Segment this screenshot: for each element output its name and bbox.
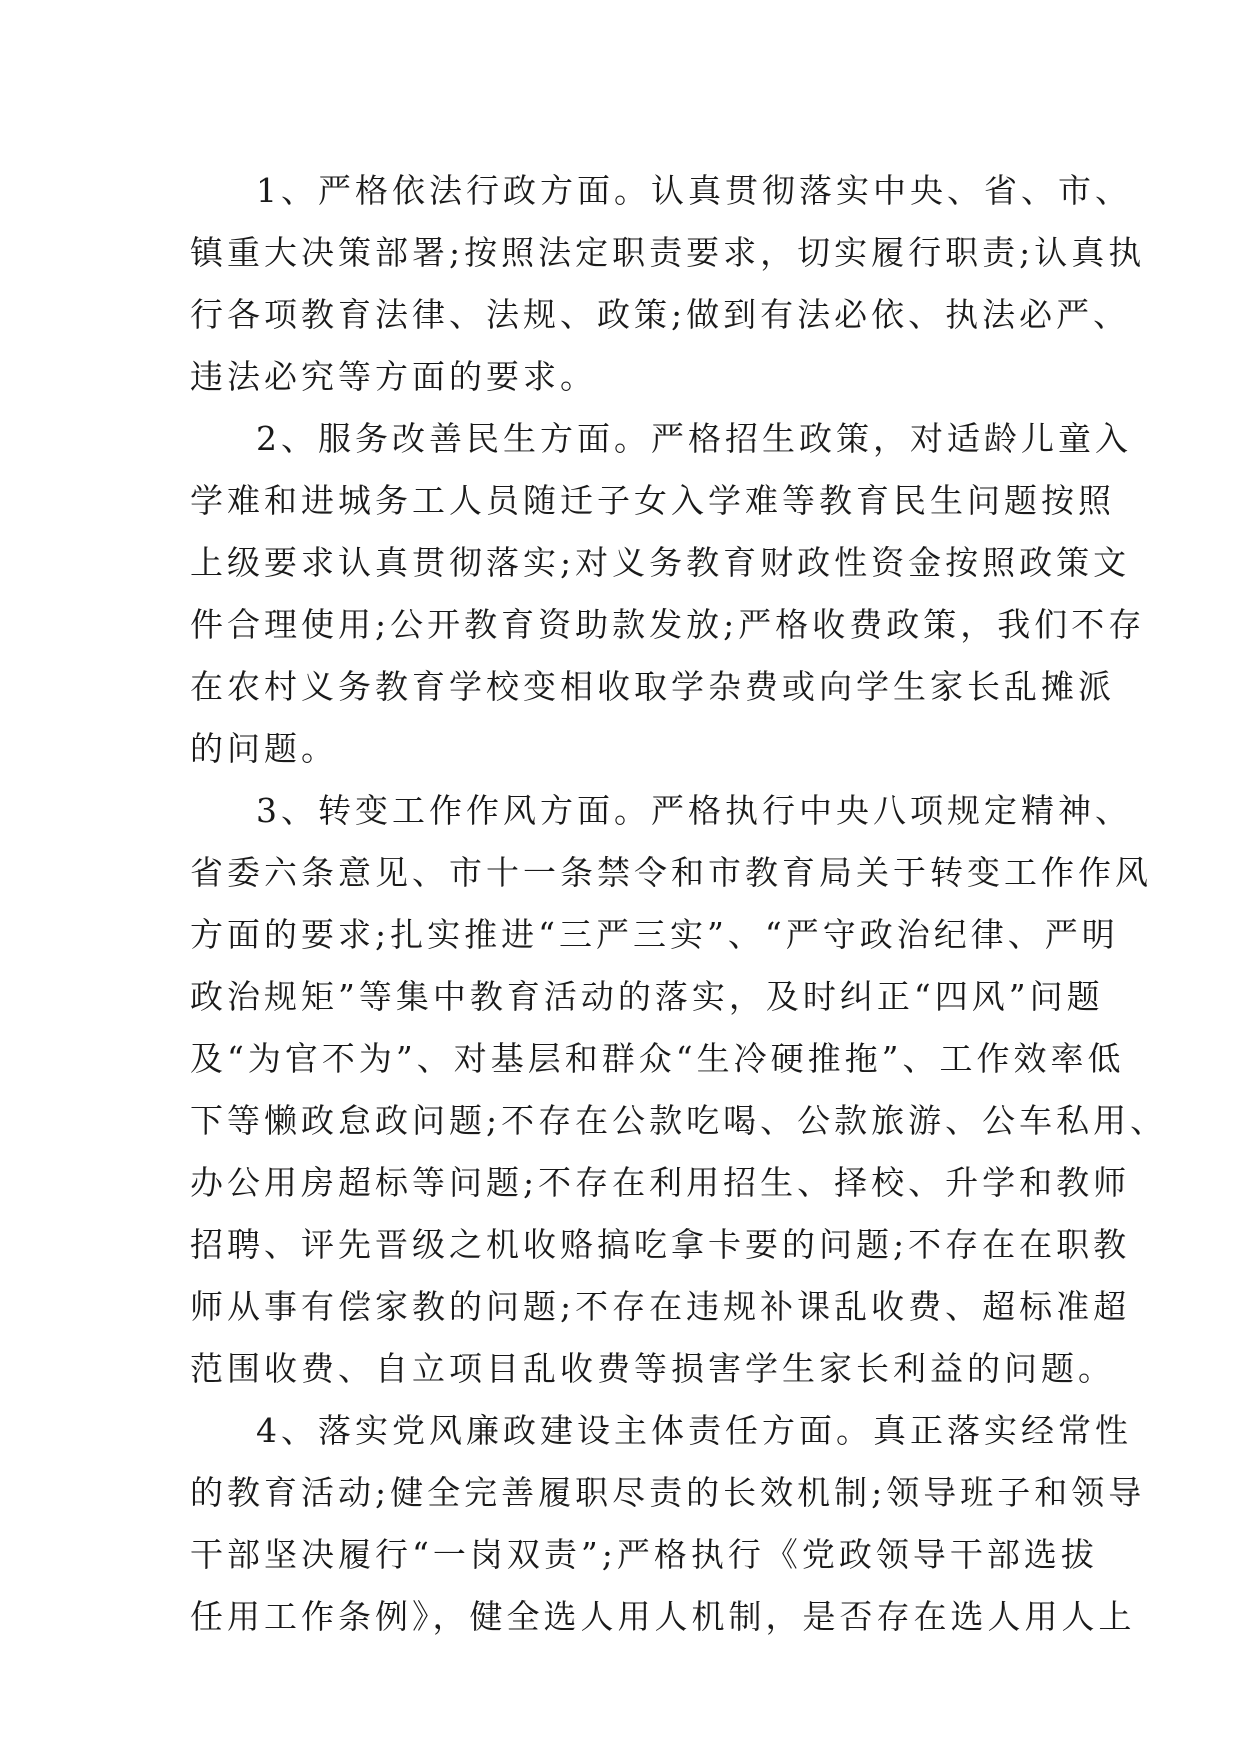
paragraph-3-line-4: 政治规矩”等集中教育活动的落实，及时纠正“四风”问题 xyxy=(190,977,1104,1016)
paragraph-2-line-5: 在农村义务教育学校变相收取学杂费或向学生家长乱摊派 xyxy=(190,667,1115,706)
paragraph-4-line-1: 4、落实党风廉政建设主体责任方面。真正落实经常性 xyxy=(256,1411,1132,1450)
paragraph-3-line-5: 及“为官不为”、对基层和群众“生冷硬推拖”、工作效率低 xyxy=(190,1039,1125,1078)
paragraph-4-line-2: 的教育活动;健全完善履职尽责的长效机制;领导班子和领导 xyxy=(190,1473,1146,1512)
paragraph-3-line-1: 3、转变工作作风方面。严格执行中央八项规定精神、 xyxy=(256,791,1132,830)
paragraph-1-line-3: 行各项教育法律、法规、政策;做到有法必依、执法必严、 xyxy=(190,295,1131,334)
paragraph-1-line-2: 镇重大决策部署;按照法定职责要求，切实履行职责;认真执 xyxy=(190,233,1146,272)
document-body xyxy=(190,160,1168,1648)
paragraph-1-line-1: 1、严格依法行政方面。认真贯彻落实中央、省、市、 xyxy=(256,171,1132,210)
paragraph-3-line-7: 办公用房超标等问题;不存在利用招生、择校、升学和教师 xyxy=(190,1163,1131,1202)
paragraph-2-line-4: 件合理使用;公开教育资助款发放;严格收费政策，我们不存 xyxy=(190,605,1146,644)
paragraph-2-line-2: 学难和进城务工人员随迁子女入学难等教育民生问题按照 xyxy=(190,481,1115,520)
paragraph-1-line-4: 违法必究等方面的要求。 xyxy=(190,357,597,396)
paragraph-3-line-2: 省委六条意见、市十一条禁令和市教育局关于转变工作作风 xyxy=(190,853,1152,892)
paragraph-3-line-10: 范围收费、自立项目乱收费等损害学生家长利益的问题。 xyxy=(190,1349,1115,1388)
paragraph-3-line-6: 下等懒政怠政问题;不存在公款吃喝、公款旅游、公车私用、 xyxy=(190,1101,1168,1140)
paragraph-3-line-8: 招聘、评先晋级之机收赂搞吃拿卡要的问题;不存在在职教 xyxy=(190,1225,1131,1264)
paragraph-3-line-9: 师从事有偿家教的问题;不存在违规补课乱收费、超标准超 xyxy=(190,1287,1131,1326)
paragraph-2-line-3: 上级要求认真贯彻落实;对义务教育财政性资金按照政策文 xyxy=(190,543,1131,582)
paragraph-2-line-1: 2、服务改善民生方面。严格招生政策，对适龄儿童入 xyxy=(256,419,1132,458)
paragraph-4-line-4: 任用工作条例》，健全选人用人机制，是否存在选人用人上 xyxy=(190,1597,1136,1636)
paragraph-3-line-3: 方面的要求;扎实推进“三严三实”、“严守政治纪律、严明 xyxy=(190,915,1119,954)
paragraph-4-line-3: 干部坚决履行“一岗双责”;严格执行《党政领导干部选拔 xyxy=(190,1535,1098,1574)
paragraph-2-line-6: 的问题。 xyxy=(190,729,338,768)
